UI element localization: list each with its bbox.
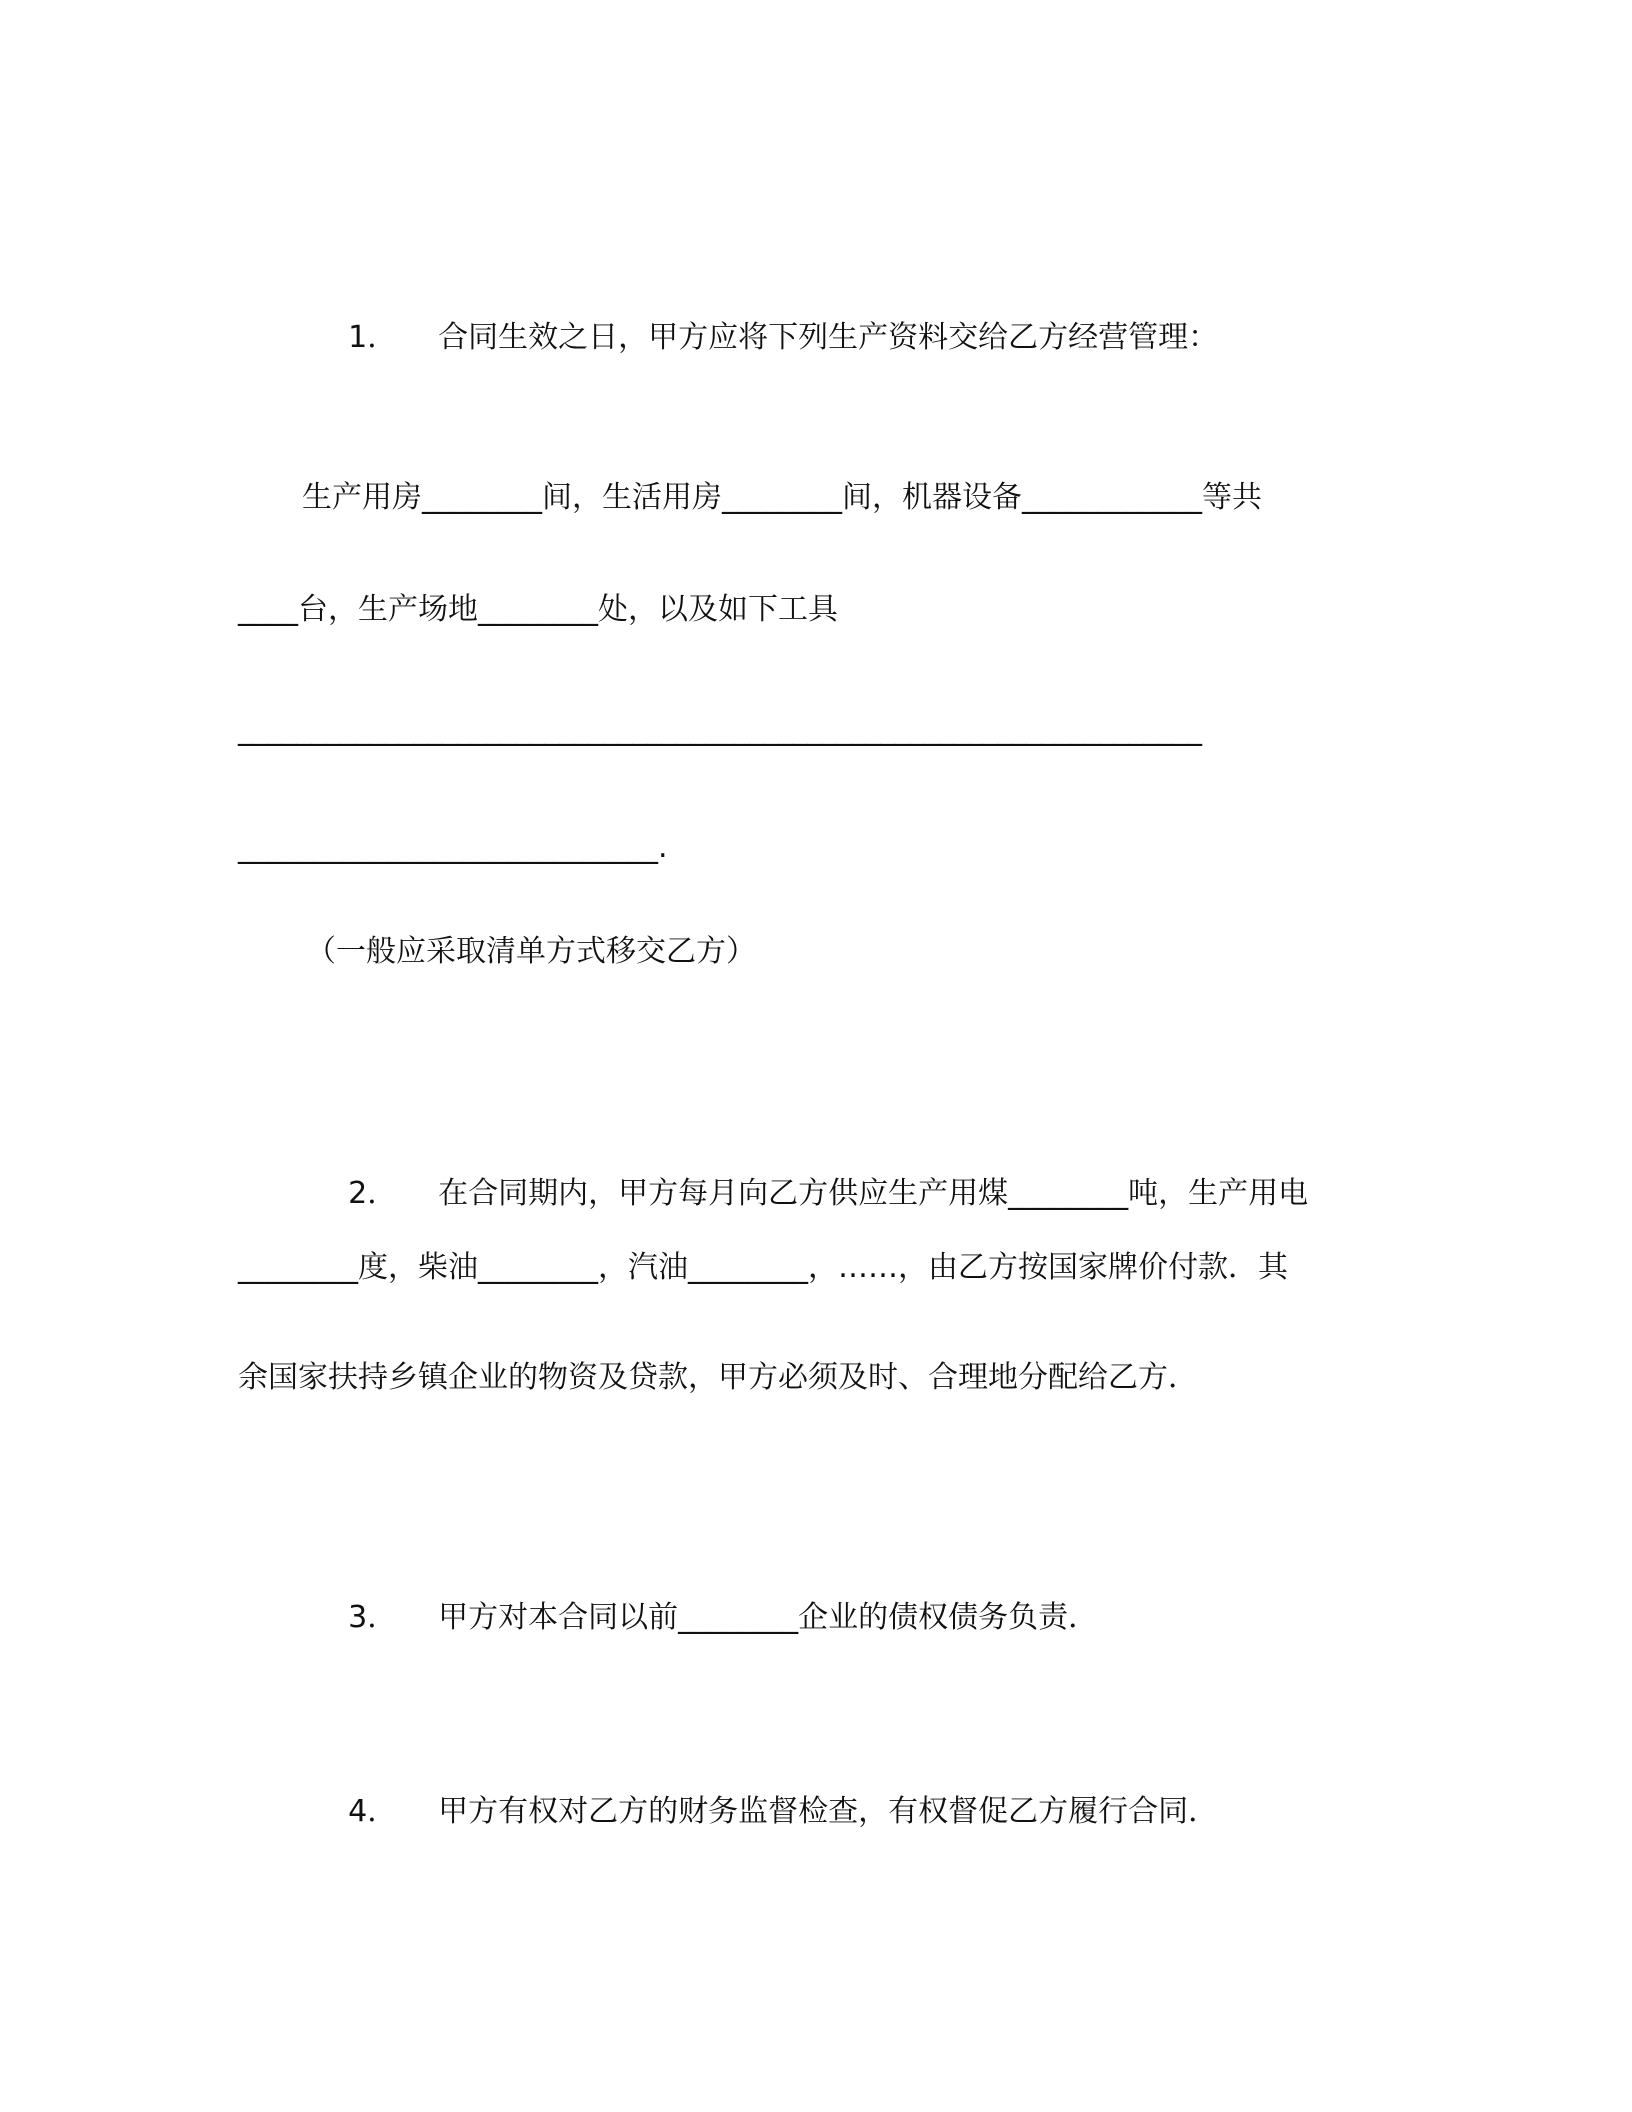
item2-number: 2． — [348, 1176, 398, 1211]
item3-text: 甲方对本合同以前________企业的债权债务负责． — [438, 1600, 1099, 1635]
item2-first-line — [310, 1134, 1308, 1254]
item1-number: 1． — [348, 320, 398, 355]
item4-text: 甲方有权对乙方的财务监督检查，有权督促乙方履行合同． — [438, 1794, 1219, 1829]
item1-line4: ____________________________. — [238, 830, 668, 865]
item4-line — [310, 1752, 1218, 1872]
item2-line3: 余国家扶持乡镇企业的物资及贷款，甲方必须及时、合理地分配给乙方． — [238, 1360, 1198, 1395]
item1-note: （一般应采取清单方式移交乙方） — [306, 934, 756, 969]
item2-line1: 在合同期内，甲方每月向乙方供应生产用煤________吨，生产用电 — [438, 1176, 1309, 1211]
item1-line1: 生产用房________间，生活用房________间，机器设备____________等共 — [302, 480, 1262, 515]
item1-heading: 合同生效之日，甲方应将下列生产资料交给乙方经营管理： — [438, 320, 1219, 355]
item1-line2: ____台，生产场地________处，以及如下工具 — [238, 592, 838, 627]
item4-number: 4． — [348, 1794, 398, 1829]
item3-number: 3． — [348, 1600, 398, 1635]
item1-heading-line — [310, 278, 1218, 398]
item3-line — [310, 1558, 1098, 1678]
item2-line2: ________度，柴油________，汽油________，……，由乙方按国家牌价付款．其 — [238, 1250, 1288, 1285]
item1-line3: __________________________________________________________________ — [238, 712, 1202, 747]
